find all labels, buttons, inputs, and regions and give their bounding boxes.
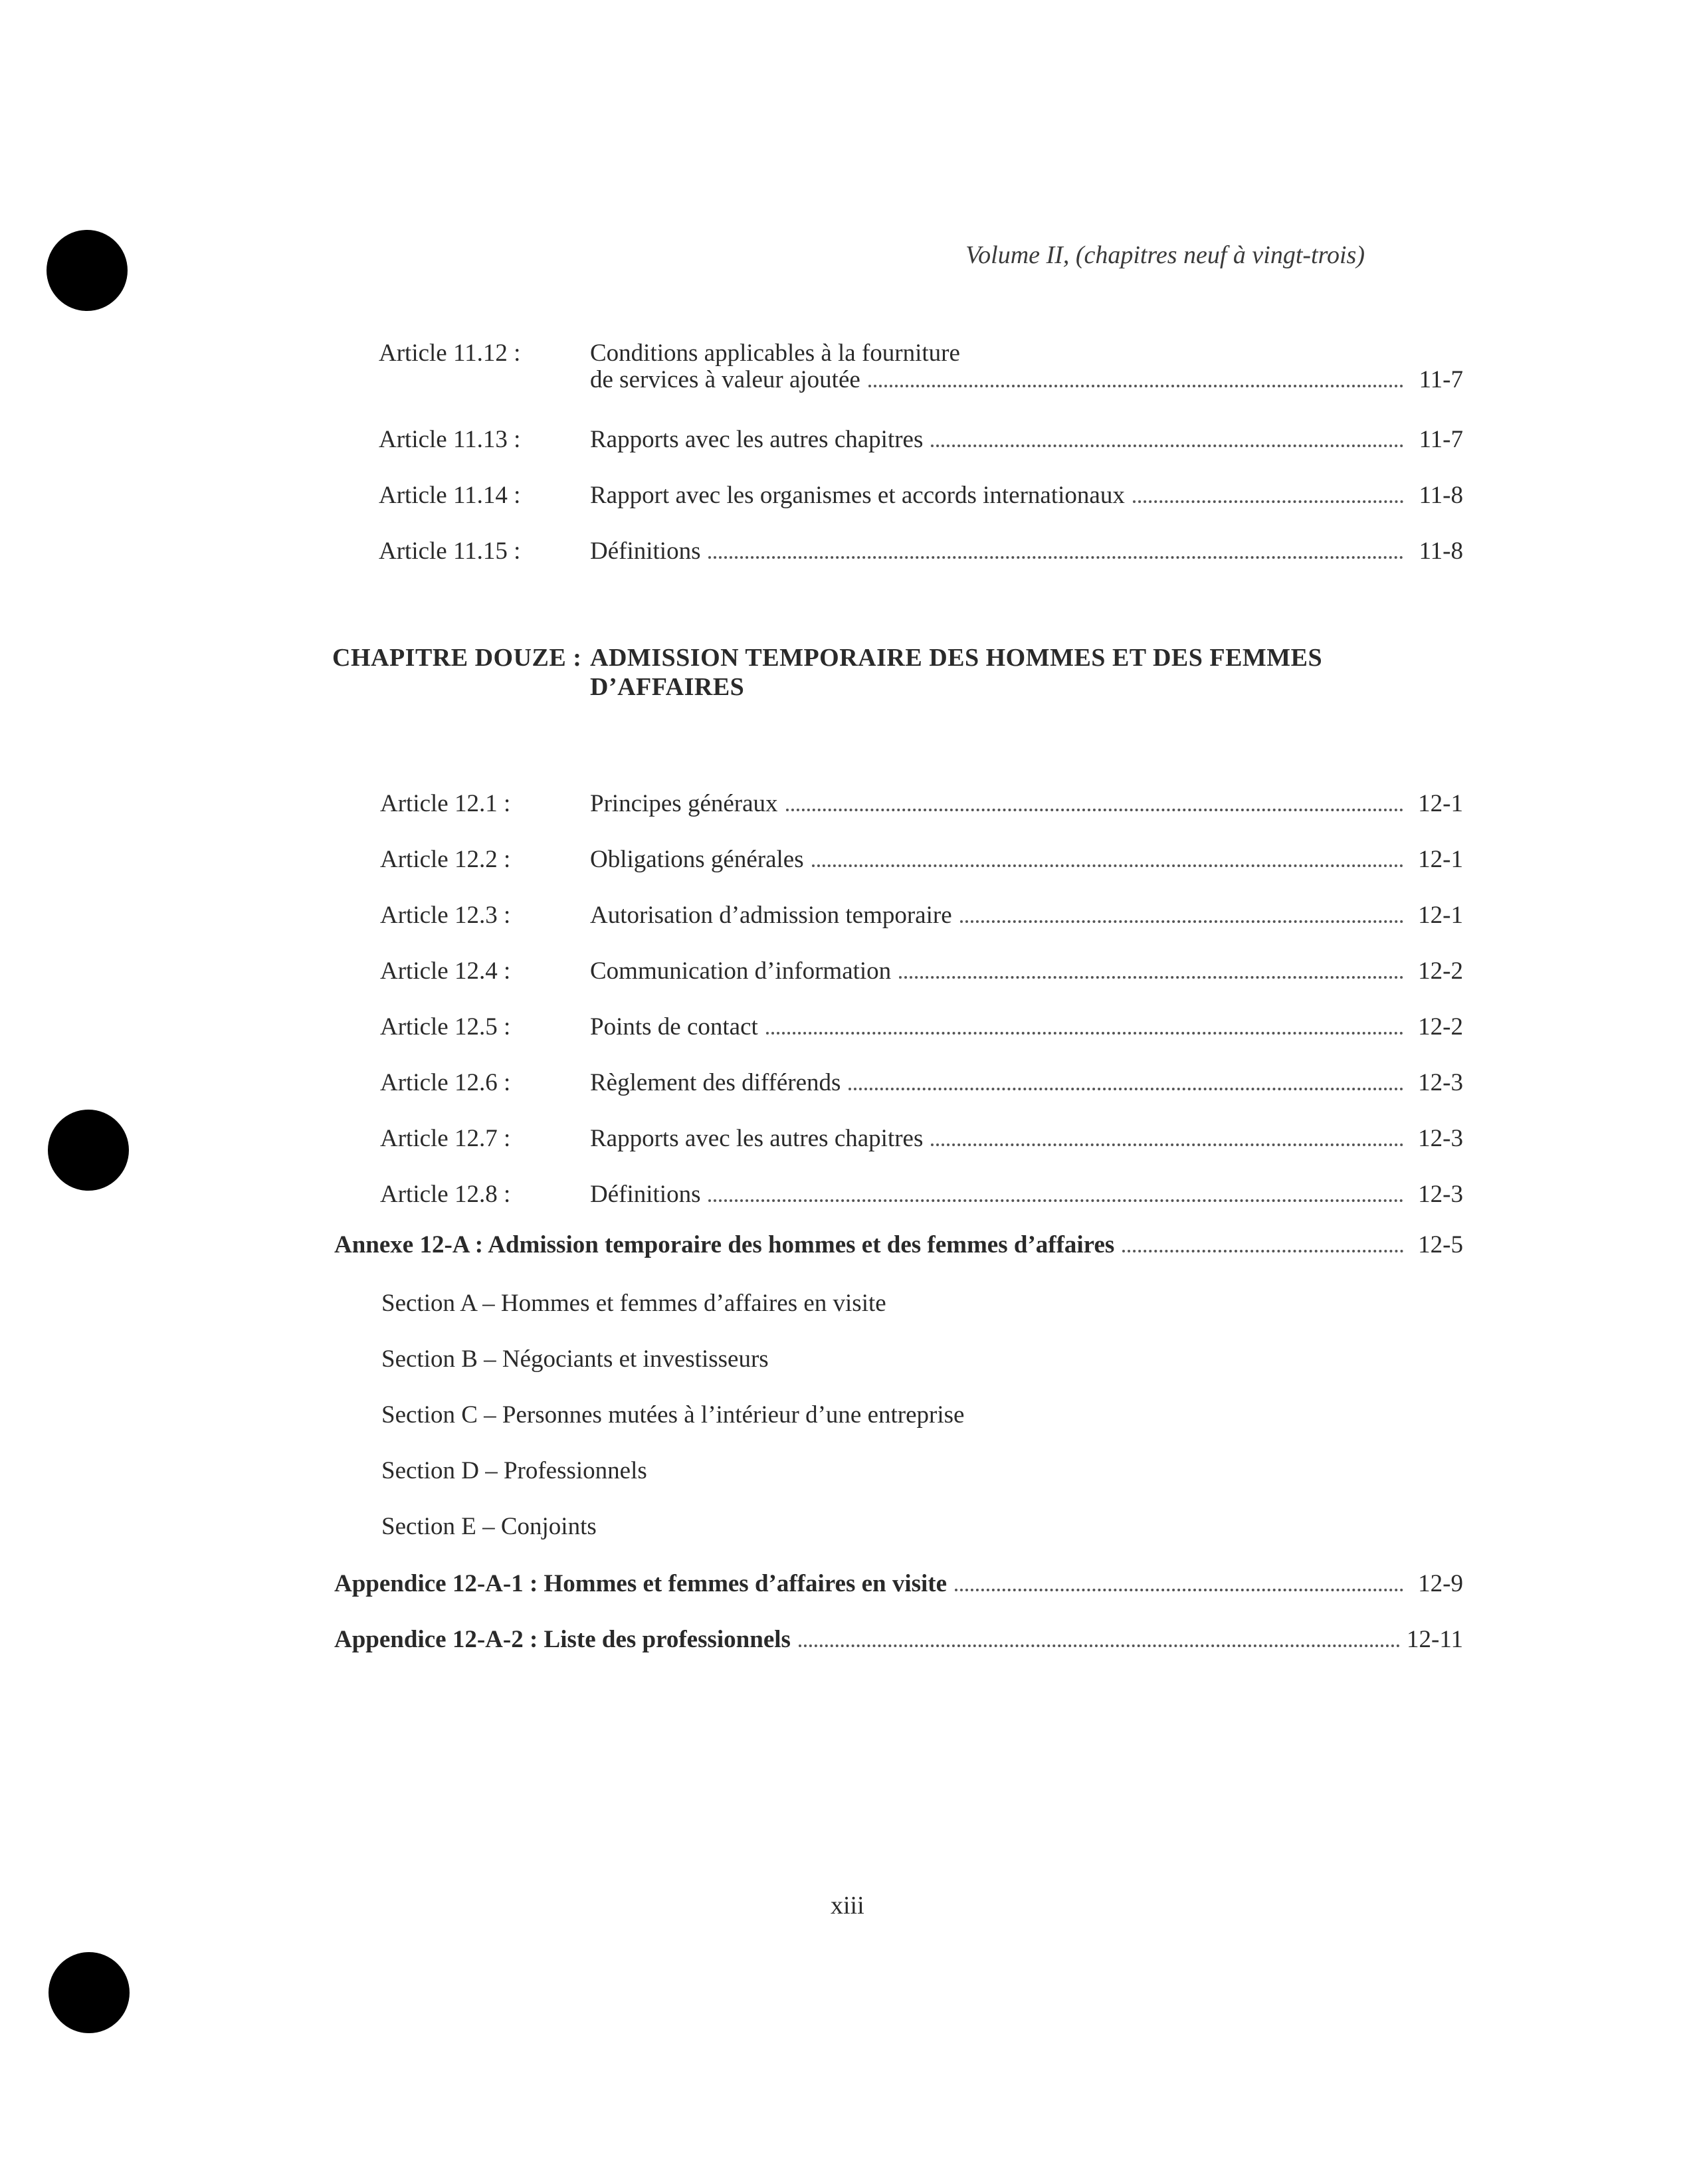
dot-leader bbox=[955, 1589, 1403, 1591]
page-ref: 11-8 bbox=[1419, 538, 1463, 565]
dot-leader bbox=[931, 1143, 1403, 1146]
article-number: Article 12.7 : bbox=[380, 1125, 511, 1152]
annex-entry[interactable] bbox=[334, 1231, 1463, 1259]
page-ref: 12-5 bbox=[1418, 1231, 1463, 1258]
entry-title: de services à valeur ajoutée bbox=[590, 366, 860, 393]
dot-leader bbox=[1133, 500, 1403, 503]
annex-section[interactable]: Section A – Hommes et femmes d’affaires en visite bbox=[381, 1290, 886, 1317]
entry-title: Rapports avec les autres chapitres bbox=[590, 426, 924, 453]
dot-leader bbox=[931, 445, 1403, 447]
page-ref: 11-7 bbox=[1419, 366, 1463, 393]
page-ref: 12-1 bbox=[1418, 790, 1463, 817]
dot-leader bbox=[1122, 1250, 1403, 1252]
page-ref: 12-1 bbox=[1418, 846, 1463, 873]
annex-section[interactable]: Section E – Conjoints bbox=[381, 1513, 597, 1540]
entry-title: Points de contact bbox=[590, 1013, 758, 1041]
annex-section[interactable]: Section B – Négociants et investisseurs bbox=[381, 1345, 769, 1373]
annex-section[interactable]: Section D – Professionnels bbox=[381, 1457, 647, 1484]
page-ref: 12-3 bbox=[1418, 1181, 1463, 1208]
article-number: Article 11.12 : bbox=[379, 340, 521, 367]
entry-title: Principes généraux bbox=[590, 790, 778, 817]
punch-hole bbox=[48, 1110, 129, 1191]
entry-title-line: Conditions applicables à la fourniture bbox=[590, 340, 960, 367]
dot-leader bbox=[708, 556, 1403, 559]
chapter-label: CHAPITRE DOUZE : bbox=[332, 644, 582, 672]
page-ref: 11-7 bbox=[1419, 426, 1463, 453]
punch-hole bbox=[49, 1952, 130, 2033]
article-number: Article 12.1 : bbox=[380, 790, 511, 817]
page-ref: 12-1 bbox=[1418, 902, 1463, 929]
article-number: Article 12.6 : bbox=[380, 1069, 511, 1096]
page-ref: 12-11 bbox=[1407, 1626, 1463, 1653]
dot-leader bbox=[799, 1644, 1400, 1647]
page-ref: 12-3 bbox=[1418, 1125, 1463, 1152]
article-number: Article 12.2 : bbox=[380, 846, 511, 873]
dot-leader bbox=[868, 385, 1403, 387]
annex-title: Annexe 12-A : Admission temporaire des hommes et des femmes d’affaires bbox=[334, 1231, 1115, 1258]
appendix-title: Appendice 12-A-1 : Hommes et femmes d’affaires en visite bbox=[334, 1570, 948, 1597]
appendix-entry[interactable] bbox=[334, 1625, 1463, 1654]
entry-title: Règlement des différends bbox=[590, 1069, 841, 1096]
running-header: Volume II, (chapitres neuf à vingt-trois) bbox=[965, 241, 1365, 269]
dot-leader bbox=[848, 1088, 1403, 1090]
page-ref: 12-2 bbox=[1418, 1013, 1463, 1041]
entry-title: Autorisation d’admission temporaire bbox=[590, 902, 952, 929]
chapter-title-line: ADMISSION TEMPORAIRE DES HOMMES ET DES FEMMES bbox=[590, 644, 1323, 672]
entry-title: Définitions bbox=[590, 538, 701, 565]
page-ref: 12-2 bbox=[1418, 957, 1463, 985]
page-number: xiii bbox=[831, 1892, 864, 1920]
entry-title: Définitions bbox=[590, 1181, 701, 1208]
dot-leader bbox=[899, 976, 1403, 979]
dot-leader bbox=[708, 1199, 1403, 1202]
chapter-title-line: D’AFFAIRES bbox=[590, 673, 745, 701]
article-number: Article 11.14 : bbox=[379, 482, 521, 509]
page-ref: 12-3 bbox=[1418, 1069, 1463, 1096]
entry-title: Obligations générales bbox=[590, 846, 804, 873]
appendix-entry[interactable] bbox=[334, 1569, 1463, 1598]
entry-title: Rapport avec les organismes et accords internationaux bbox=[590, 482, 1125, 509]
dot-leader bbox=[766, 1032, 1403, 1035]
dot-leader bbox=[812, 864, 1403, 867]
article-number: Article 12.5 : bbox=[380, 1013, 511, 1041]
entry-title: Communication d’information bbox=[590, 957, 892, 985]
entry-title: Rapports avec les autres chapitres bbox=[590, 1125, 924, 1152]
dot-leader bbox=[786, 809, 1403, 811]
article-number: Article 12.3 : bbox=[380, 902, 511, 929]
page-ref: 12-9 bbox=[1418, 1570, 1463, 1597]
article-number: Article 12.8 : bbox=[380, 1181, 511, 1208]
dot-leader bbox=[960, 920, 1403, 923]
punch-hole bbox=[47, 230, 128, 311]
article-number: Article 11.15 : bbox=[379, 538, 521, 565]
article-number: Article 11.13 : bbox=[379, 426, 521, 453]
article-number: Article 12.4 : bbox=[380, 957, 511, 985]
page-ref: 11-8 bbox=[1419, 482, 1463, 509]
appendix-title: Appendice 12-A-2 : Liste des professionnels bbox=[334, 1626, 791, 1653]
annex-section[interactable]: Section C – Personnes mutées à l’intérieur d’une entreprise bbox=[381, 1401, 965, 1429]
